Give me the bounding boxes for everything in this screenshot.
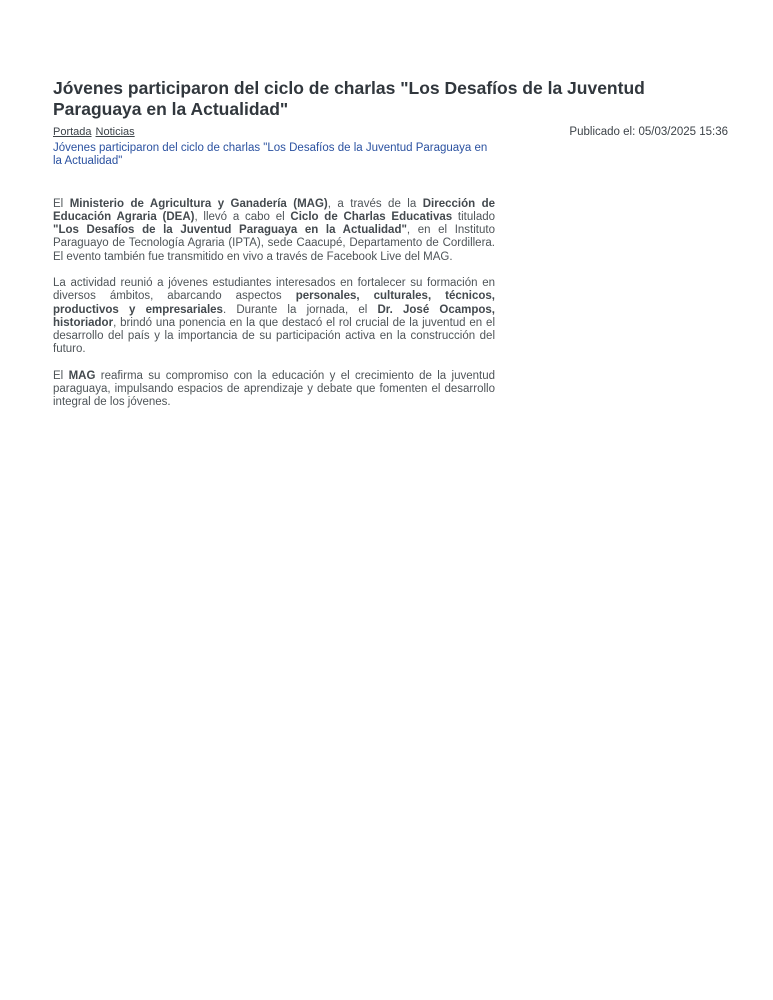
text-segment: reafirma su compromiso con la educación y el crecimiento de la juventud paraguaya, impulsando espacios de aprendizaje y debate que fomenten el desarrollo integral de los jóvenes. [53, 369, 495, 409]
page-title: Jóvenes participaron del ciclo de charlas "Los Desafíos de la Juventud Paraguaya en la Actualidad" [53, 78, 645, 119]
text-segment: , llevó a cabo el [194, 210, 291, 223]
breadcrumb-current-page: Jóvenes participaron del ciclo de charlas "Los Desafíos de la Juventud Paraguaya en la Actualidad" [53, 141, 488, 167]
text-segment: El [53, 197, 70, 210]
article-paragraph [53, 198, 495, 264]
meta-row [53, 126, 728, 168]
text-segment: . Durante la jornada, el [222, 303, 378, 316]
text-segment: , en el Instituto Paraguayo de Tecnología Agraria (IPTA), sede Caacupé, Departamento de Cordillera. El evento también fue transmitido en vivo a través de Facebook Live del MAG. [53, 224, 495, 263]
article-paragraph [53, 277, 495, 357]
text-segment-bold: Dr. José Ocampos, historiador [53, 303, 495, 329]
text-segment-bold: personales, culturales, técnicos, productivos y empresariales [53, 290, 495, 316]
text-segment-bold: Ciclo de Charlas Educativas [290, 210, 453, 223]
text-segment: El [53, 369, 69, 382]
article-paragraph [53, 370, 495, 410]
text-segment: , brindó una ponencia en la que destacó el rol crucial de la juventud en el desarrollo del país y la importancia de su participación activa en la construcción del futuro. [53, 316, 495, 356]
breadcrumb-link-noticias[interactable]: Noticias [95, 126, 135, 138]
text-segment-bold: "Los Desafíos de la Juventud Paraguaya en la Actualidad" [53, 224, 407, 237]
text-segment: La actividad reunió a jóvenes estudiantes interesados en fortalecer su formación en diversos ámbitos, abarcando aspectos [53, 276, 495, 303]
text-segment: titulado [452, 210, 496, 223]
text-segment: , a través de la [327, 197, 423, 210]
breadcrumb [53, 126, 498, 168]
text-segment-bold: Dirección de Educación Agraria (DEA) [53, 197, 496, 223]
article-body [53, 198, 495, 410]
published-date: Publicado el: 05/03/2025 15:36 [569, 126, 728, 138]
content-area [0, 0, 773, 410]
text-segment-bold: Ministerio de Agricultura y Ganadería (MAG) [69, 197, 328, 210]
text-segment-bold: MAG [68, 369, 96, 382]
breadcrumb-link-portada[interactable]: Portada [53, 126, 92, 138]
